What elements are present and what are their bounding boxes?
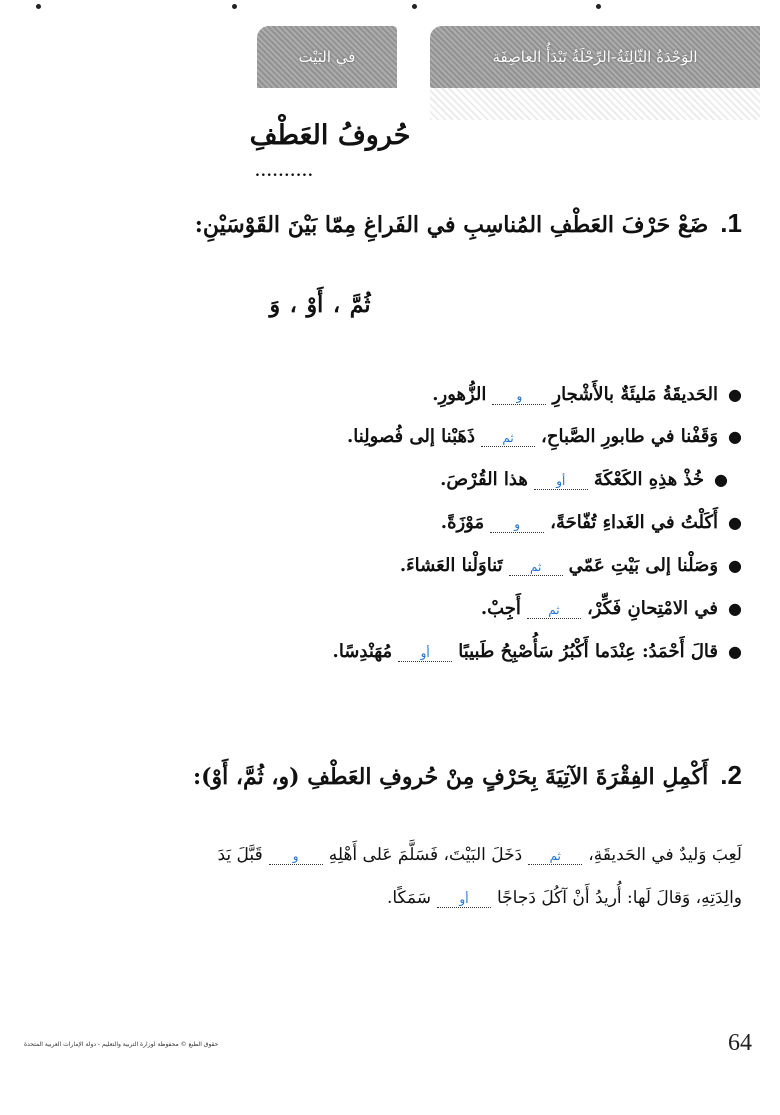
answer-blank[interactable]: و <box>490 516 544 533</box>
list-item <box>441 512 742 533</box>
answer-blank[interactable]: أو <box>398 645 452 662</box>
page-title: حُروفُ العَطْفِ <box>249 120 411 151</box>
bullet-icon: ● <box>728 599 742 618</box>
bullet-icon: ● <box>728 385 742 404</box>
list-item <box>481 598 742 619</box>
item-text-after: ذَهَبْنا إلى فُصولِنا. <box>346 426 476 447</box>
item-text-before: الحَديقَةُ مَليئَةٌ بالأَشْجارِ <box>552 384 719 405</box>
answer-blank[interactable]: ثم <box>528 848 582 865</box>
paragraph-text: والِدَتِهِ، وَقالَ لَها: أُريدُ أَنْ آكُلَ دَجاجًا <box>496 888 742 908</box>
item-text-after: تَناوَلْنا العَشاءَ. <box>399 555 503 576</box>
answer-blank[interactable]: و <box>492 388 546 405</box>
item-text-after: هذا القُرْصَ. <box>440 469 528 490</box>
item-text-before: أَكَلْتُ في الغَداءِ تُفّاحَةً، <box>550 512 719 533</box>
item-text-after: أَجِبْ. <box>480 598 521 619</box>
top-dot-strip <box>0 4 780 14</box>
bullet-icon: ● <box>728 642 742 661</box>
item-text-before: قالَ أَحْمَدُ: عِنْدَما أَكْبُرُ سَأُصْبِحُ طَبيبًا <box>458 641 719 662</box>
paragraph-text: لَعِبَ وَليدٌ في الحَديقَةِ، <box>588 845 742 865</box>
paragraph-text: سَمَكًا. <box>386 888 431 908</box>
question-2-text: أَكْمِلِ الفِقْرَةَ الآتِيَةَ بِحَرْفٍ مِنْ حُروفِ العَطْفِ (و، ثُمَّ، أَوْ): <box>192 764 709 790</box>
bullet-icon: ● <box>714 470 728 489</box>
bullet-icon: ● <box>728 427 742 446</box>
item-text-after: الزُّهورِ. <box>432 384 487 405</box>
page-number: 64 <box>728 1030 752 1056</box>
question-1-text: ضَعْ حَرْفَ العَطْفِ المُناسِبِ في الفَراغِ مِمّا بَيْنَ القَوْسَيْنِ: <box>194 212 709 238</box>
unit-banner-text: الوَحْدَةُ الثّالِثَةُ-الرِّحْلَةُ تَبْدَأُ العاصِفَة <box>492 48 698 66</box>
bullet-icon: ● <box>728 513 742 532</box>
item-text-before: في الامْتِحانِ فَكِّرْ، <box>586 598 719 619</box>
question-1-number: 1. <box>720 208 742 238</box>
question-1-choices: ثُمَّ ، أَوْ ، وَ <box>269 292 371 318</box>
question-2-heading <box>193 760 742 791</box>
item-text-before: خُذْ هذِهِ الكَعْكَةَ <box>593 469 705 490</box>
paragraph-line-1 <box>218 845 743 865</box>
answer-blank[interactable]: ثم <box>527 602 581 619</box>
list-item <box>432 384 742 405</box>
unit-banner-fade <box>430 88 760 120</box>
bullet-icon: ● <box>728 556 742 575</box>
paragraph-text: قَبَّلَ يَدَ <box>217 845 263 865</box>
copyright-note: حقوق الطبع © محفوظة لوزارة التربية والتعليم - دولة الإمارات العربية المتحدة <box>24 1041 219 1048</box>
answer-blank[interactable]: ثم <box>509 559 563 576</box>
answer-blank[interactable]: أو <box>534 473 588 490</box>
answer-blank[interactable]: ثم <box>481 430 535 447</box>
question-1-heading <box>195 208 742 239</box>
answer-blank[interactable]: و <box>269 848 323 865</box>
item-text-before: وَقَفْنا في طابورِ الصَّباحِ، <box>541 426 719 447</box>
question-2-number: 2. <box>720 760 742 790</box>
list-item <box>333 641 742 662</box>
list-item <box>400 555 742 576</box>
answer-blank[interactable]: أو <box>437 891 491 908</box>
home-banner-text: في البَيْت <box>298 48 356 66</box>
list-item <box>347 426 742 447</box>
item-text-after: مَوْزَةً. <box>440 512 485 533</box>
paragraph-line-2 <box>387 888 742 908</box>
title-underline-dots: .......... <box>255 164 314 180</box>
item-text-before: وَصَلْنا إلى بَيْتِ عَمّي <box>568 555 719 576</box>
home-banner <box>257 26 397 88</box>
paragraph-text: دَخَلَ البَيْتَ، فَسَلَّمَ عَلى أَهْلِهِ <box>328 845 523 865</box>
unit-banner <box>430 26 760 88</box>
item-text-after: مُهَنْدِسًا. <box>332 641 393 662</box>
list-item <box>440 469 728 490</box>
